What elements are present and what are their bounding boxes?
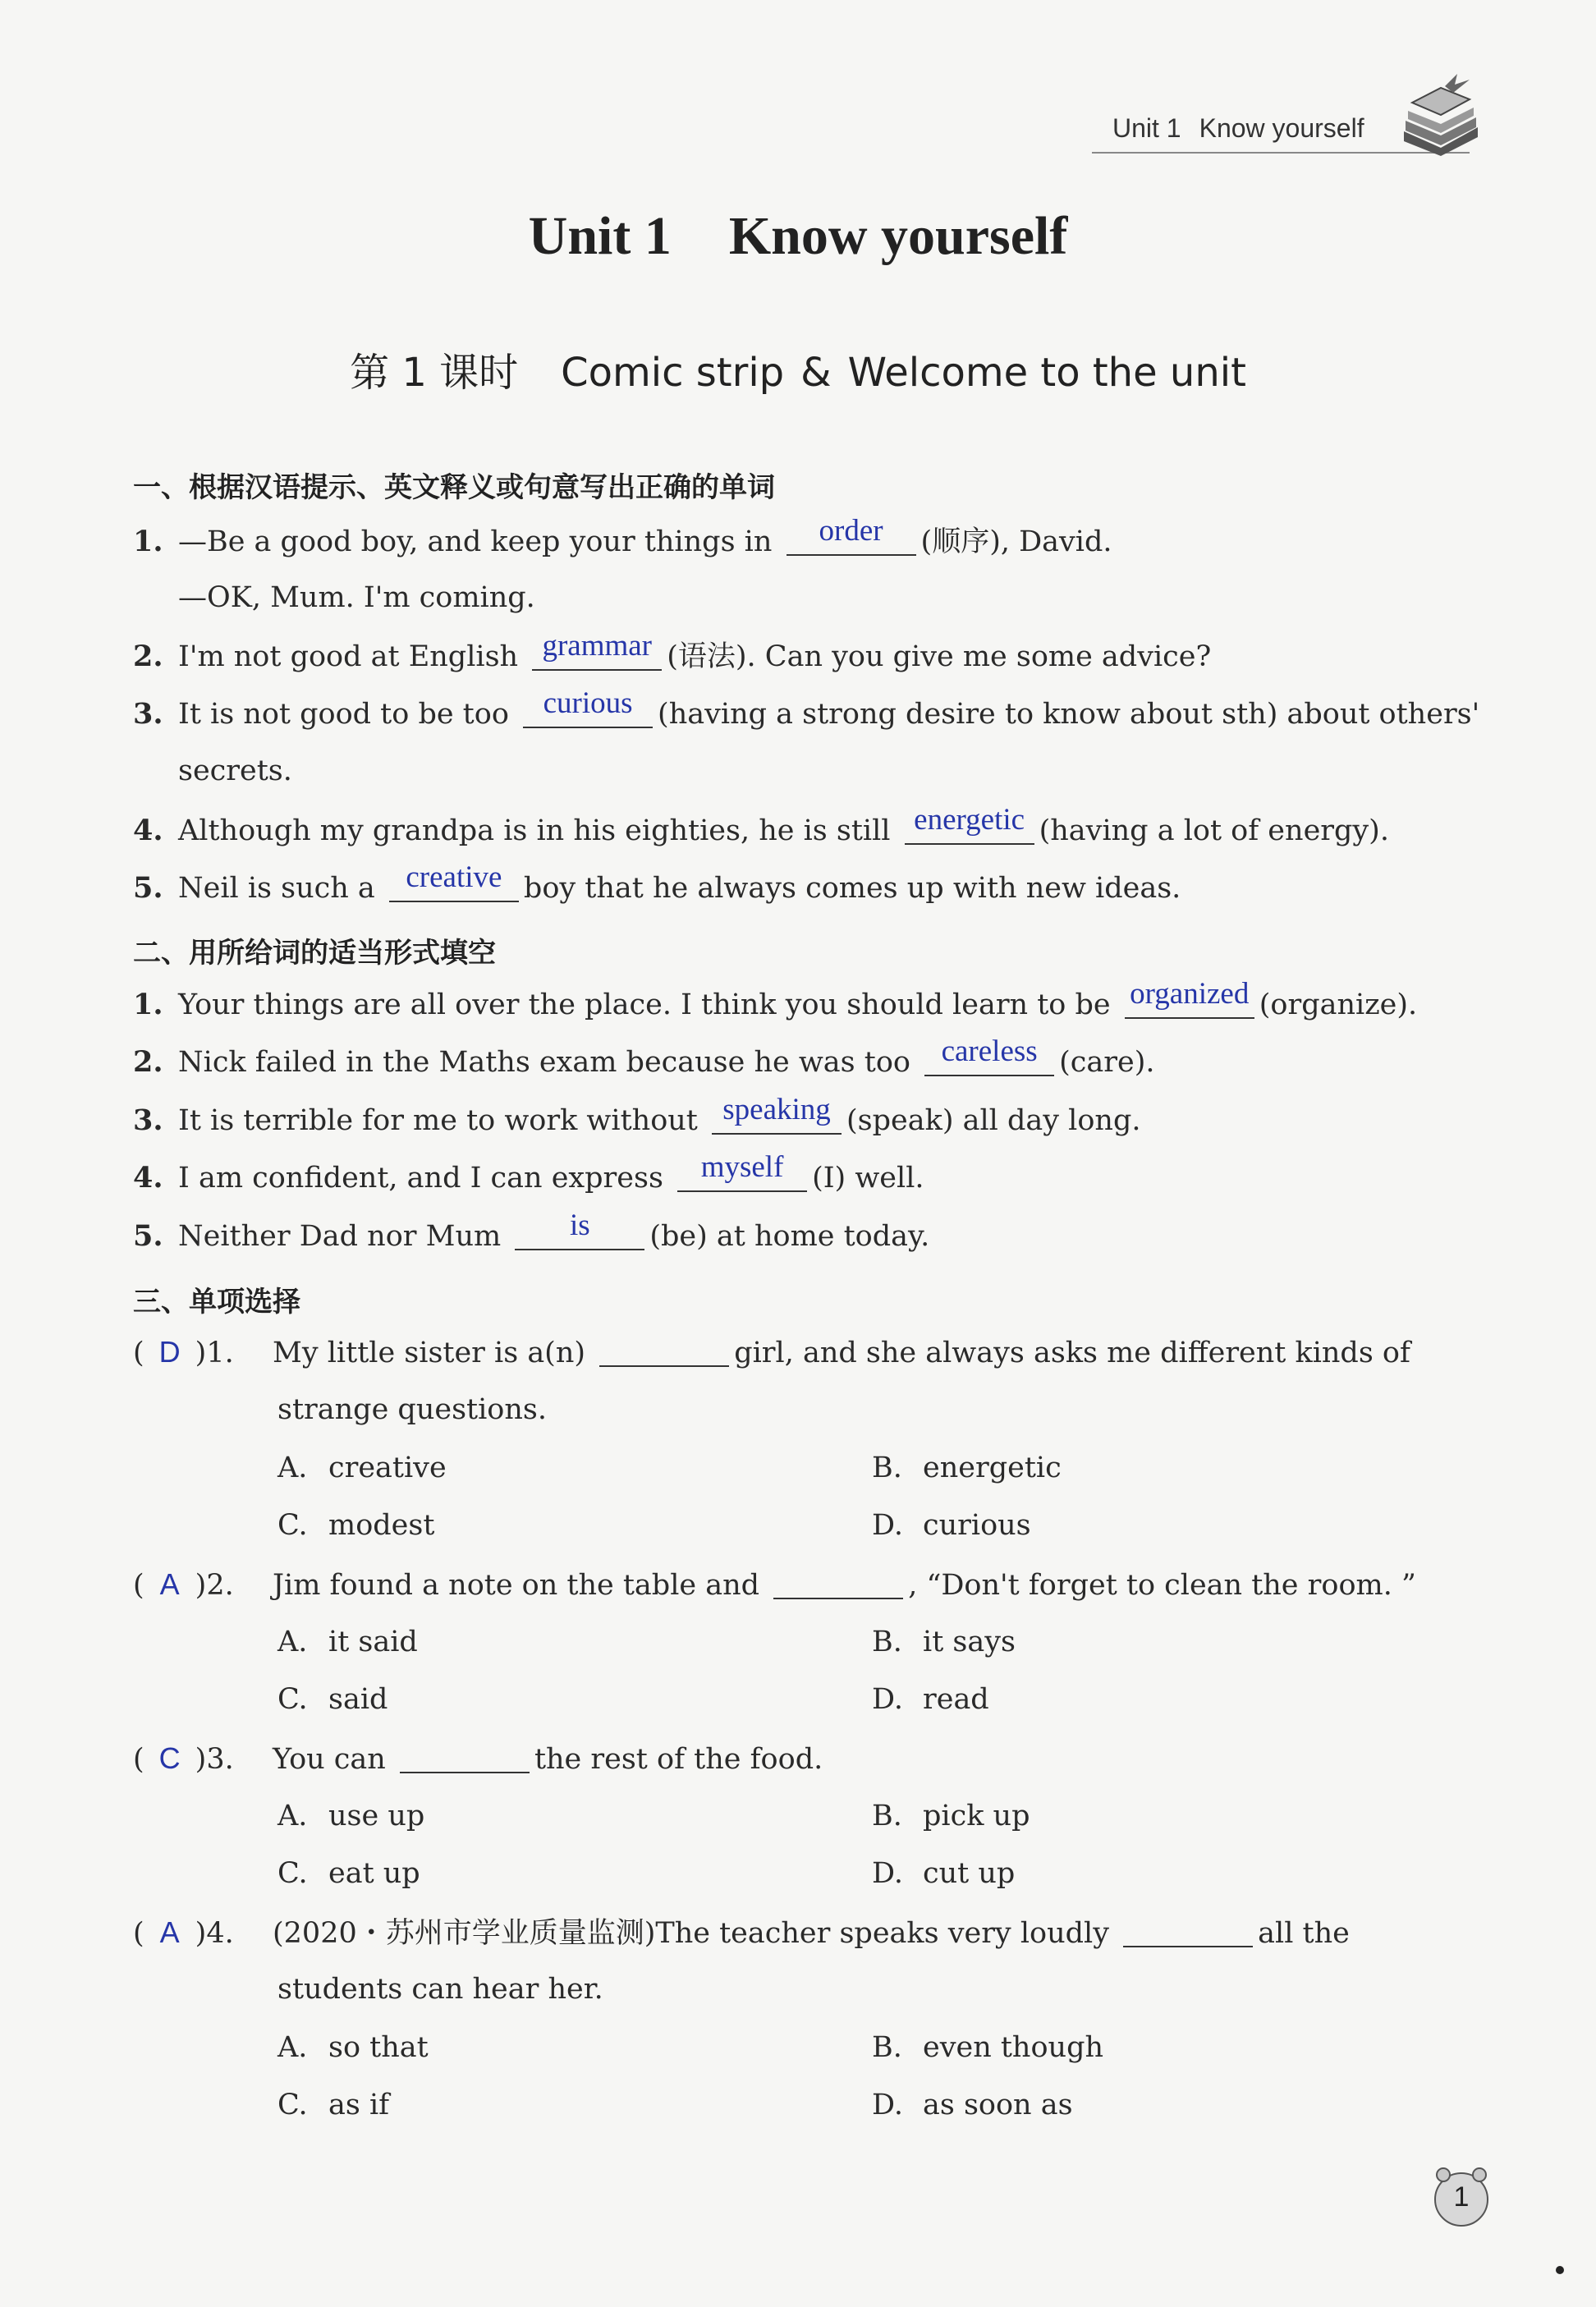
option-d[interactable]: D. read bbox=[872, 1683, 989, 1716]
lesson-label: 第 1 课时 bbox=[350, 350, 519, 396]
mc-q1: ( D )1. My little sister is a(n) girl, and she always asks me different kinds of bbox=[133, 1335, 1410, 1369]
mc-q4-stem-cont: students can hear her. bbox=[277, 1973, 603, 2006]
s2-q2: 2. Nick failed in the Maths exam because he was too careless (care). bbox=[133, 1034, 1155, 1079]
answer-choice[interactable]: C bbox=[158, 1741, 181, 1775]
mc-q3: ( C )3. You can the rest of the food. bbox=[133, 1741, 823, 1776]
answer-blank[interactable]: order bbox=[787, 526, 916, 556]
unit-title bbox=[0, 205, 1596, 268]
option-c[interactable]: C. as if bbox=[277, 2089, 390, 2121]
answer-blank[interactable]: grammar bbox=[532, 641, 662, 671]
s1-q1-cont: —OK, Mum. I'm coming. bbox=[178, 581, 535, 614]
section3-heading: 三、单项选择 bbox=[133, 1286, 300, 1319]
answer-choice[interactable]: A bbox=[159, 1915, 180, 1949]
answer-blank[interactable]: creative bbox=[389, 873, 519, 902]
books-icon bbox=[1396, 70, 1486, 160]
s2-q5: 5. Neither Dad nor Mum is (be) at home today. bbox=[133, 1209, 930, 1253]
option-c[interactable]: C. modest bbox=[277, 1509, 435, 1542]
s2-q4: 4. I am confident, and I can express myself (I) well. bbox=[133, 1150, 924, 1195]
s1-q3: 3. It is not good to be too curious (having a strong desire to know about sth) about others' bbox=[133, 686, 1480, 731]
header-unit: Unit 1 bbox=[1112, 113, 1181, 143]
s1-q2: 2. I'm not good at English grammar (语法). Can you give me some advice? bbox=[133, 629, 1212, 673]
lesson-title bbox=[0, 341, 1596, 397]
section1-heading: 一、根据汉语提示、英文释义或句意写出正确的单词 bbox=[133, 471, 775, 504]
answer-blank[interactable] bbox=[400, 1744, 530, 1773]
option-c[interactable]: C. eat up bbox=[277, 1857, 420, 1890]
mc-q2: ( A )2. Jim found a note on the table and , “Don't forget to clean the room. ” bbox=[133, 1567, 1416, 1602]
answer-blank[interactable]: organized bbox=[1125, 989, 1254, 1019]
answer-blank[interactable]: careless bbox=[924, 1047, 1054, 1076]
s1-q4: 4. Although my grandpa is in his eighties, he is still energetic (having a lot of energy). bbox=[133, 803, 1389, 847]
page-number: 1 bbox=[1453, 2181, 1470, 2213]
s1-q1: 1. —Be a good boy, and keep your things in order (顺序), David. bbox=[133, 514, 1112, 558]
option-b[interactable]: B. even though bbox=[872, 2031, 1104, 2064]
answer-blank[interactable]: speaking bbox=[712, 1105, 842, 1135]
page-number-badge bbox=[1429, 2163, 1494, 2229]
s2-q1: 1. Your things are all over the place. I think you should learn to be organized (organize). bbox=[133, 977, 1418, 1021]
lesson-part2: Welcome to the unit bbox=[847, 350, 1246, 396]
option-d[interactable]: D. as soon as bbox=[872, 2089, 1073, 2121]
option-c[interactable]: C. said bbox=[277, 1683, 388, 1716]
answer-blank[interactable]: energetic bbox=[905, 815, 1034, 845]
s1-q3-cont: secrets. bbox=[178, 754, 292, 787]
header-topic: Know yourself bbox=[1199, 113, 1364, 143]
option-b[interactable]: B. it says bbox=[872, 1626, 1016, 1658]
s1-q5: 5. Neil is such a creative boy that he always comes up with new ideas. bbox=[133, 860, 1181, 905]
answer-choice[interactable]: A bbox=[159, 1567, 180, 1601]
mc-q1-stem-cont: strange questions. bbox=[277, 1393, 547, 1426]
option-a[interactable]: A. use up bbox=[277, 1800, 425, 1832]
option-b[interactable]: B. energetic bbox=[872, 1452, 1062, 1484]
unit-label: Unit 1 bbox=[528, 206, 672, 266]
answer-choice[interactable]: D bbox=[158, 1335, 181, 1369]
answer-blank[interactable]: myself bbox=[677, 1163, 807, 1192]
option-a[interactable]: A. creative bbox=[277, 1452, 447, 1484]
option-a[interactable]: A. it said bbox=[277, 1626, 418, 1658]
mc-q4: ( A )4. (2020・苏州市学业质量监测)The teacher speaks very loudly all the bbox=[133, 1915, 1350, 1950]
running-header bbox=[1112, 113, 1364, 144]
answer-blank[interactable]: is bbox=[515, 1221, 644, 1250]
lesson-amp: & bbox=[800, 350, 832, 396]
unit-name: Know yourself bbox=[728, 206, 1068, 266]
answer-blank[interactable] bbox=[599, 1337, 729, 1367]
answer-blank[interactable]: curious bbox=[523, 699, 653, 728]
option-d[interactable]: D. curious bbox=[872, 1509, 1031, 1542]
answer-blank[interactable] bbox=[1123, 1918, 1253, 1947]
print-dot bbox=[1556, 2266, 1564, 2274]
option-b[interactable]: B. pick up bbox=[872, 1800, 1030, 1832]
section2-heading: 二、用所给词的适当形式填空 bbox=[133, 937, 496, 970]
option-d[interactable]: D. cut up bbox=[872, 1857, 1016, 1890]
lesson-part1: Comic strip bbox=[561, 350, 785, 396]
s2-q3: 3. It is terrible for me to work without speaking (speak) all day long. bbox=[133, 1093, 1141, 1137]
answer-blank[interactable] bbox=[773, 1570, 903, 1599]
option-a[interactable]: A. so that bbox=[277, 2031, 429, 2064]
